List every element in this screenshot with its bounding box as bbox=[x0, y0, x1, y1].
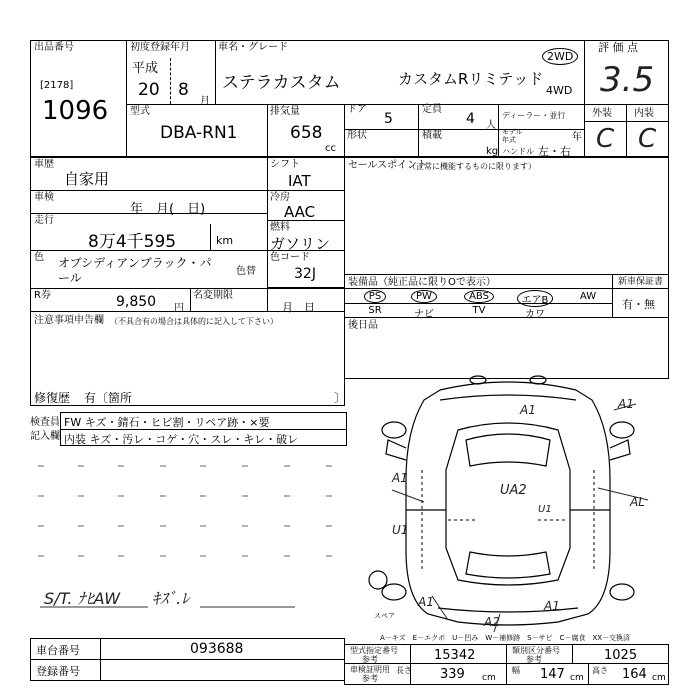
chassis-divider bbox=[100, 638, 101, 660]
equip-leather: カワ bbox=[525, 309, 545, 320]
mark-left-front-door: A1 bbox=[392, 471, 408, 485]
int-label: 内装 bbox=[634, 108, 654, 119]
model-num-sub: 参考 bbox=[362, 655, 378, 664]
shaken-label: 車検 bbox=[34, 192, 54, 203]
fuel-label: 燃料 bbox=[270, 222, 290, 233]
warranty-value: 有・無 bbox=[622, 298, 655, 311]
height-unit: cm bbox=[652, 673, 666, 683]
reg-year: 20 bbox=[138, 80, 160, 100]
shift-value: IAT bbox=[288, 172, 311, 190]
model-num-label: 型式指定番号 bbox=[350, 646, 398, 655]
recycle-amount: 9,850 bbox=[116, 294, 157, 310]
dealer-label: ディーラー・並行 bbox=[502, 111, 566, 120]
mark-right-front: A1 bbox=[618, 397, 634, 411]
recycle-unit: 円 bbox=[174, 303, 184, 314]
door-value: 5 bbox=[384, 111, 393, 127]
equipment-label: 装備品（純正品に限りOで表示） bbox=[348, 277, 496, 288]
cert-label: 車検証明用 bbox=[350, 665, 390, 674]
transfer-value: 月 日 bbox=[282, 301, 315, 314]
recycle-label: R券 bbox=[34, 290, 51, 301]
equipment-row-line bbox=[344, 303, 612, 304]
mark-right-rear: A1 bbox=[544, 599, 560, 613]
drive-2wd: 2WD bbox=[542, 48, 578, 65]
door-row-divider bbox=[344, 129, 585, 130]
int-grade: C bbox=[638, 124, 657, 154]
score-value: 3.5 bbox=[600, 60, 655, 100]
category-sub: 参考 bbox=[526, 655, 542, 664]
repair-value: 有〔箇所 bbox=[84, 391, 133, 405]
ac-label: 冷房 bbox=[270, 192, 290, 203]
ext-int-row-line bbox=[584, 121, 669, 122]
length-unit: cm bbox=[482, 673, 496, 683]
length-label: 長さ bbox=[396, 666, 412, 675]
mileage-divider bbox=[210, 224, 211, 250]
sales-point-label: セールスポイント bbox=[348, 160, 428, 171]
fuel-value: ガソリン bbox=[270, 235, 331, 253]
equipment-warranty-divider bbox=[612, 274, 613, 318]
faint-lines bbox=[30, 450, 345, 590]
car-damage-diagram bbox=[348, 370, 668, 632]
handwritten-remark: S/T. ﾅﾋAW ｷｽﾞ.ﾚ bbox=[44, 589, 190, 608]
drive-4wd: 4WD bbox=[546, 84, 573, 97]
transfer-label: 名変期限 bbox=[193, 290, 233, 301]
capacity-unit: 人 bbox=[486, 120, 496, 131]
model-value: DBA-RN1 bbox=[160, 123, 238, 143]
notes-label: 注意事項申告欄 bbox=[34, 315, 104, 326]
inspector-row-1: FW キズ・錆石・ヒビ割・リペア跡・×要 bbox=[64, 416, 270, 429]
reg-date-label: 初度登録年月 bbox=[130, 42, 190, 53]
car-name-label: 車名・グレード bbox=[218, 42, 288, 53]
mark-right-side: AL bbox=[630, 495, 645, 509]
cap-col-divider bbox=[498, 104, 499, 157]
equip-navi: ナビ bbox=[414, 309, 434, 320]
car-name: ステラカスタム bbox=[222, 73, 341, 93]
equip-abs: ABS bbox=[464, 290, 494, 303]
handle-value: 左・右 bbox=[538, 145, 571, 158]
damage-legend: A－キズ E－エクボ U－凹み W－補修跡 S－サビ C－腐食 XX－交換済 bbox=[380, 634, 631, 642]
reg-no-label: 登録番号 bbox=[36, 665, 80, 678]
spec-num-divider-2 bbox=[506, 644, 507, 664]
spec-num-divider-1 bbox=[410, 644, 411, 664]
height-value: 164 bbox=[622, 667, 647, 682]
equip-ps: PS bbox=[364, 290, 386, 303]
lot-label: 出品番号 bbox=[34, 42, 74, 53]
lot-sub: [2178] bbox=[40, 80, 74, 91]
ext-grade: C bbox=[596, 124, 615, 154]
reg-month: 8 bbox=[178, 80, 189, 100]
grade: カスタムRリミテッド bbox=[398, 70, 544, 88]
history-row-line-1 bbox=[30, 190, 268, 191]
mech-line-1 bbox=[267, 190, 345, 191]
door-label: ドア bbox=[347, 104, 367, 115]
load-unit: kg bbox=[486, 146, 499, 157]
era: 平成 bbox=[132, 61, 159, 76]
equip-sr: SR bbox=[368, 305, 382, 316]
notes-sub: （不具合有の場合は具体的に記入して下さい） bbox=[110, 317, 278, 326]
history-label: 車歴 bbox=[34, 159, 54, 170]
equip-tv: TV bbox=[472, 305, 486, 316]
color-code-label: 色コード bbox=[270, 252, 310, 263]
ext-label: 外装 bbox=[592, 108, 612, 119]
equipment-header-line bbox=[344, 288, 669, 289]
mileage-value: 8万4千595 bbox=[88, 232, 177, 252]
spare-label: スペア bbox=[374, 612, 395, 620]
month-unit: 月 bbox=[200, 96, 210, 107]
handwritten-underline bbox=[40, 604, 300, 610]
history-value: 自家用 bbox=[64, 170, 110, 188]
dim-divider-2 bbox=[506, 663, 507, 685]
recolor-label: 色替 bbox=[236, 266, 256, 277]
displacement-value: 658 bbox=[290, 123, 323, 143]
category-label: 類別区分番号 bbox=[512, 646, 560, 655]
inspector-row-2: 内装 キズ・汚レ・コゲ・穴・スレ・キレ・破レ bbox=[64, 433, 299, 446]
mark-left-rear-door: U1 bbox=[392, 523, 409, 537]
dim-divider-3 bbox=[588, 663, 589, 685]
category-value: 1025 bbox=[604, 648, 638, 663]
width-unit: cm bbox=[570, 673, 584, 683]
load-label: 積載 bbox=[422, 130, 442, 141]
door-col-divider bbox=[418, 104, 419, 157]
model-label: 型式 bbox=[130, 106, 150, 117]
width-value: 147 bbox=[540, 667, 565, 682]
lot-number: 1096 bbox=[42, 96, 109, 126]
width-label: 幅 bbox=[512, 666, 520, 675]
capacity-label: 定員 bbox=[422, 104, 442, 115]
displacement-unit: cc bbox=[325, 143, 336, 154]
cert-sub: 参考 bbox=[362, 674, 378, 683]
color-value: オブシディアンブラック・パール bbox=[58, 256, 212, 285]
mark-hood: A1 bbox=[520, 403, 536, 417]
reg-no-divider bbox=[100, 659, 101, 681]
equip-airbag: エアB bbox=[517, 290, 554, 307]
height-label: 高さ bbox=[592, 666, 608, 675]
mark-right-door: U1 bbox=[538, 504, 552, 515]
chassis-number: 093688 bbox=[190, 641, 244, 657]
capacity-value: 4 bbox=[466, 111, 475, 127]
spec-num-divider-3 bbox=[572, 644, 573, 664]
shaken-value: 年 月( 日) bbox=[130, 202, 206, 217]
repair-close: 〕 bbox=[334, 391, 347, 405]
color-code-value: 32J bbox=[294, 266, 316, 282]
chassis-label: 車台番号 bbox=[36, 644, 80, 657]
sales-point-sub: （正常に機能するものに限ります） bbox=[408, 162, 536, 171]
ext-int-divider bbox=[626, 104, 627, 157]
shift-label: シフト bbox=[270, 159, 300, 170]
new-warranty-label: 新車保証書 bbox=[618, 277, 664, 287]
ac-value: AAC bbox=[284, 203, 316, 221]
rear-items-label: 後日品 bbox=[348, 320, 378, 331]
displacement-label: 排気量 bbox=[270, 106, 300, 117]
equip-pw: PW bbox=[411, 290, 437, 303]
shape-label: 形状 bbox=[347, 130, 367, 141]
inspector-label-2: 記入欄 bbox=[30, 431, 60, 442]
model-year-label: モデル 年式 bbox=[502, 128, 523, 144]
mark-rear: A2 bbox=[484, 615, 500, 629]
handle-label: ハンドル bbox=[502, 147, 534, 156]
model-num-value: 15342 bbox=[434, 648, 476, 663]
sales-point-box bbox=[344, 157, 669, 275]
score-label: 評 価 点 bbox=[598, 41, 638, 54]
mark-roof: UA2 bbox=[500, 483, 527, 498]
repair-label: 修復歴 bbox=[34, 391, 71, 405]
mileage-unit: km bbox=[216, 234, 234, 247]
mileage-label: 走行 bbox=[34, 215, 54, 226]
reg-divider bbox=[170, 58, 172, 104]
length-value: 339 bbox=[440, 667, 465, 682]
color-label: 色 bbox=[34, 252, 44, 263]
year-unit: 年 bbox=[572, 132, 582, 143]
inspector-label-1: 検査員 bbox=[30, 417, 60, 428]
equip-aw: AW bbox=[579, 291, 597, 302]
mark-left-rear: A1 bbox=[418, 595, 434, 609]
